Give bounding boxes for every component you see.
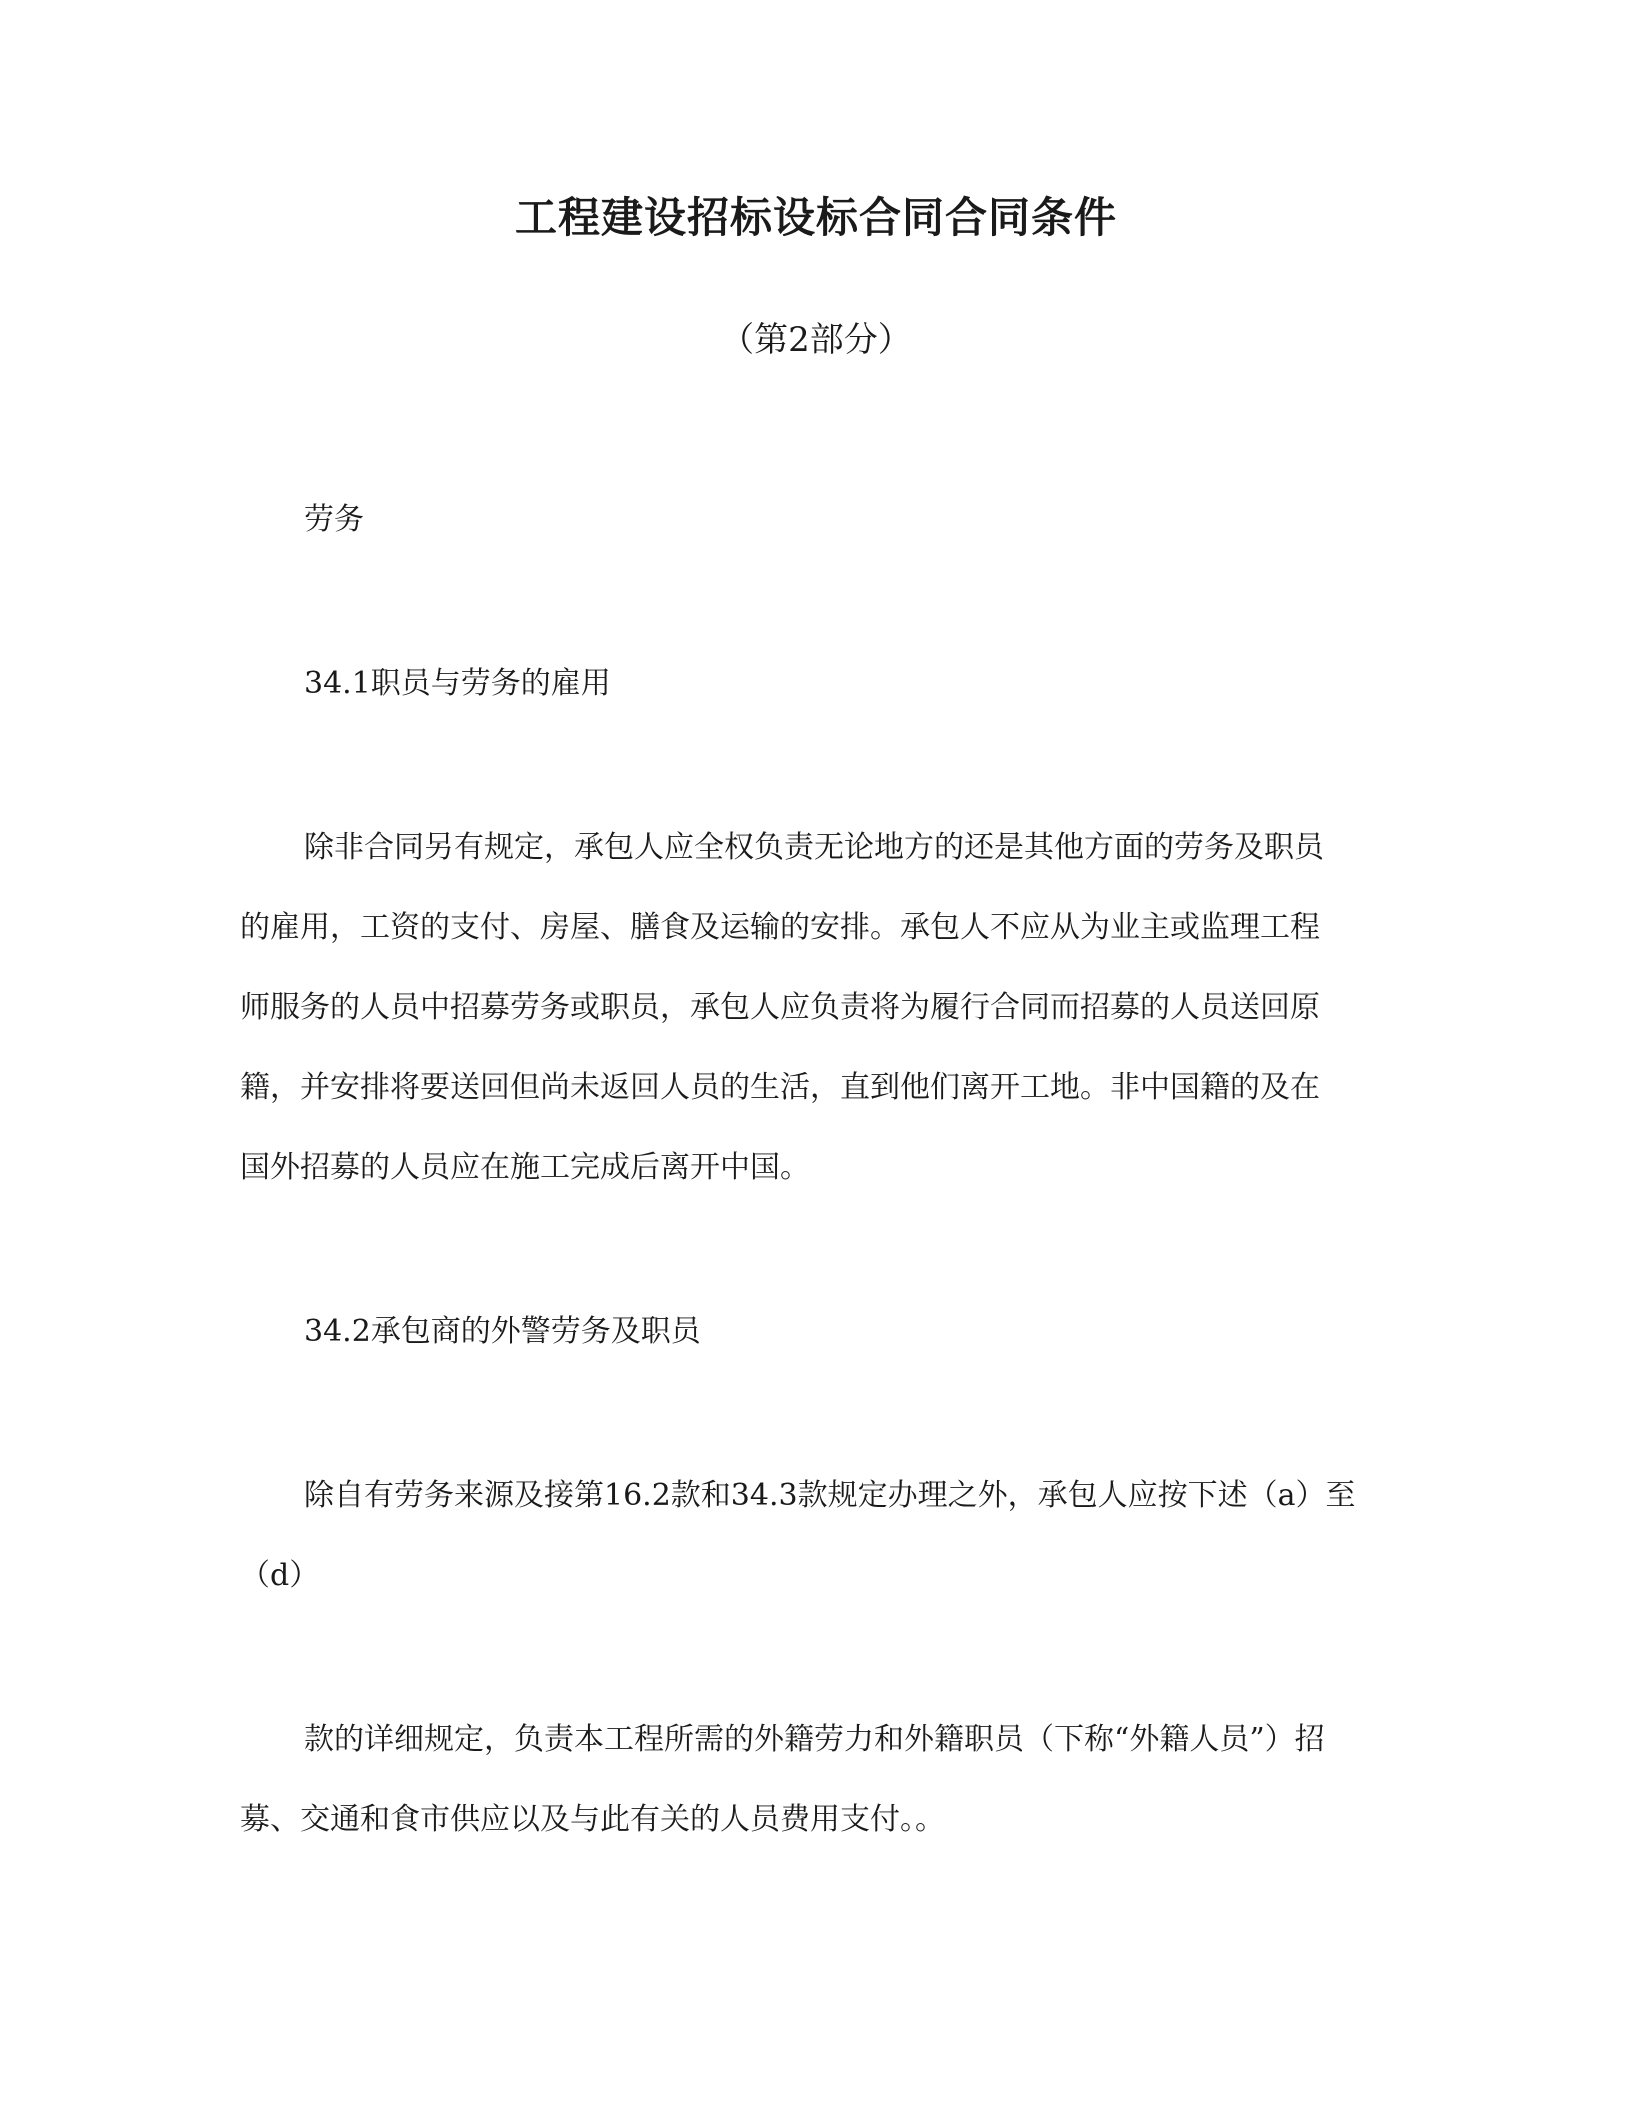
paragraph-line: （d） — [240, 1558, 320, 1593]
paragraph-line: 师服务的人员中招募劳务或职员，承包人应负责将为履行合同而招募的人员送回原 — [240, 990, 1320, 1025]
paragraph-line: 籍，并安排将要送回但尚未返回人员的生活，直到他们离开工地。非中国籍的及在 — [240, 1070, 1320, 1105]
section-heading-34-1: 34.1职员与劳务的雇用 — [304, 666, 611, 701]
paragraph-line: 国外招募的人员应在施工完成后离开中国。 — [240, 1150, 810, 1185]
document-title: 工程建设招标设标合同合同条件 — [514, 193, 1117, 242]
paragraph-line: 募、交通和食市供应以及与此有关的人员费用支付。。 — [240, 1802, 945, 1837]
heading-labor: 劳务 — [304, 502, 364, 537]
paragraph-line: 除自有劳务来源及接第16.2款和34.3款规定办理之外，承包人应按下述（a）至 — [304, 1478, 1356, 1513]
document-subtitle: （第2部分） — [720, 320, 912, 360]
paragraph-line: 除非合同另有规定，承包人应全权负责无论地方的还是其他方面的劳务及职员 — [304, 830, 1324, 865]
paragraph-line: 款的详细规定，负责本工程所需的外籍劳力和外籍职员（下称“外籍人员”）招 — [304, 1722, 1325, 1757]
paragraph-line: 的雇用，工资的支付、房屋、膳食及运输的安排。承包人不应从为业主或监理工程 — [240, 910, 1320, 945]
section-heading-34-2: 34.2承包商的外警劳务及职员 — [304, 1314, 701, 1349]
